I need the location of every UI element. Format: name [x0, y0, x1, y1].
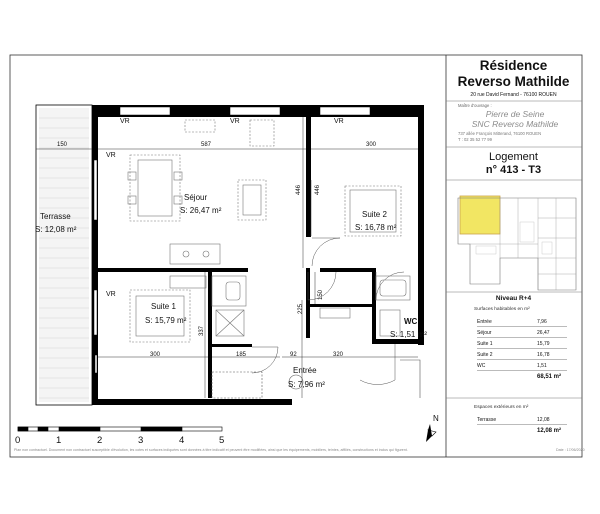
- room-suite2-surface: S: 16,78 m²: [355, 223, 397, 232]
- room-wc-surface: S: 1,51 m²: [390, 330, 427, 339]
- disclaimer: Plan non contractuel. Document non contractuel susceptible d'évolution, les cotes et surfaces indiquées sont données à titre indicatif et peuvent être modifiées, ainsi que les équipements, mobiliers, teintes, affiliés, constructions et inclus qui figurent.: [14, 448, 408, 452]
- residence-address: 20 rue David Fernand - 76100 ROUEN: [470, 92, 557, 98]
- terrace-area: [36, 105, 92, 405]
- scale-tick-label: 3: [138, 435, 144, 446]
- vr-label: VR: [106, 291, 116, 298]
- suite1-furniture: [130, 276, 246, 342]
- dim-suite1-width: 300: [150, 352, 161, 358]
- vr-label: VR: [230, 118, 240, 125]
- surface-row: [477, 362, 567, 371]
- window-openings: [94, 107, 370, 373]
- key-plan: [458, 196, 576, 290]
- surface-row-value: 15,79: [537, 341, 550, 347]
- door-swings: [252, 238, 404, 385]
- owner-address-line1: 737 allée François Mitterand, 76100 ROUEN: [458, 131, 542, 136]
- vr-label: VR: [120, 118, 130, 125]
- surface-row: [477, 329, 567, 338]
- surface-row: [477, 318, 567, 327]
- scale-tick-label: 4: [179, 435, 185, 446]
- dim-entree-depth: 225: [298, 303, 305, 315]
- residence-title-line1: Résidence: [479, 58, 548, 73]
- surface-row-value: 7,96: [537, 319, 547, 325]
- dim-sejour-width: 587: [201, 142, 212, 148]
- dim-passage-width: 185: [236, 352, 247, 358]
- north-arrow-icon: [426, 424, 436, 442]
- logement-block: [446, 151, 581, 177]
- date-tag: Date : 17/06/2020: [556, 448, 585, 452]
- exterior-total: 12,08 m²: [537, 428, 562, 434]
- scale-tick-label: 5: [219, 435, 225, 446]
- owner-name-line2: SNC Reverso Mathilde: [471, 119, 559, 129]
- owner-name-line1: Pierre de Seine: [485, 109, 545, 119]
- surface-row: [477, 351, 567, 360]
- residence-title-line2: Reverso Mathilde: [457, 74, 570, 89]
- exterior-row-value: 12,08: [537, 417, 550, 423]
- owner-label: Maître d'ouvrage :: [458, 103, 492, 108]
- surface-row-value: 16,78: [537, 352, 550, 358]
- dim-suite2-depth: 446: [315, 184, 322, 196]
- dim-sejour-depth: 446: [296, 184, 303, 196]
- room-suite1-name: Suite 1: [151, 302, 176, 311]
- surface-row-value: 1,51: [537, 363, 547, 369]
- surfaces-heading: Surfaces habitables en m²: [474, 307, 530, 312]
- scale-bar: [18, 427, 222, 431]
- room-terrasse-surface: S: 12,08 m²: [35, 225, 77, 234]
- surface-row-name: WC: [477, 363, 486, 369]
- surface-row-name: Suite 2: [477, 352, 493, 358]
- scale-tick-label: 0: [15, 435, 21, 446]
- logement-label: Logement: [489, 151, 538, 163]
- room-terrasse-name: Terrasse: [40, 212, 71, 221]
- residence-title: [446, 58, 581, 90]
- room-sejour-name: Séjour: [184, 193, 208, 202]
- suite2-furniture: [320, 186, 410, 336]
- dim-suite2-width: 300: [366, 142, 377, 148]
- surface-row-name: Suite 1: [477, 341, 493, 347]
- dim-wc-width: 320: [333, 352, 344, 358]
- vr-label: VR: [106, 152, 116, 159]
- owner-address-line2: T : 02 35 52 77 99: [458, 137, 492, 142]
- north-label: N: [433, 414, 439, 423]
- room-entree-name: Entrée: [293, 366, 317, 375]
- owner-brand: [455, 109, 575, 129]
- surface-row: [477, 340, 567, 349]
- room-suite2-name: Suite 2: [362, 210, 387, 219]
- exterior-row: [477, 416, 567, 425]
- owner-address: [458, 131, 541, 143]
- room-wc-name: WC: [404, 317, 418, 326]
- surface-row-name: Séjour: [477, 330, 492, 336]
- surface-row-name: Entrée: [477, 319, 492, 325]
- surfaces-total: 68,51 m²: [537, 374, 562, 380]
- exterior-walls: [92, 105, 424, 405]
- exterior-heading: Espaces extérieurs en m²: [474, 405, 529, 410]
- room-suite1-surface: S: 15,79 m²: [145, 316, 187, 325]
- dim-wc-depth: 150: [318, 289, 325, 301]
- scale-tick-label: 1: [56, 435, 62, 446]
- dim-door-width: 92: [290, 352, 297, 358]
- surface-row-value: 26,47: [537, 330, 550, 336]
- room-entree-surface: S: 7,96 m²: [288, 380, 325, 389]
- niveau-label: Niveau R+4: [495, 295, 532, 302]
- dim-suite1-depth: 337: [199, 325, 206, 337]
- vr-label: VR: [334, 118, 344, 125]
- exterior-row-name: Terrasse: [477, 417, 497, 423]
- dim-terrace-depth: 150: [57, 142, 68, 148]
- room-sejour-surface: S: 26,47 m²: [180, 206, 222, 215]
- scale-tick-label: 2: [97, 435, 103, 446]
- logement-number: n° 413 - T3: [485, 164, 542, 176]
